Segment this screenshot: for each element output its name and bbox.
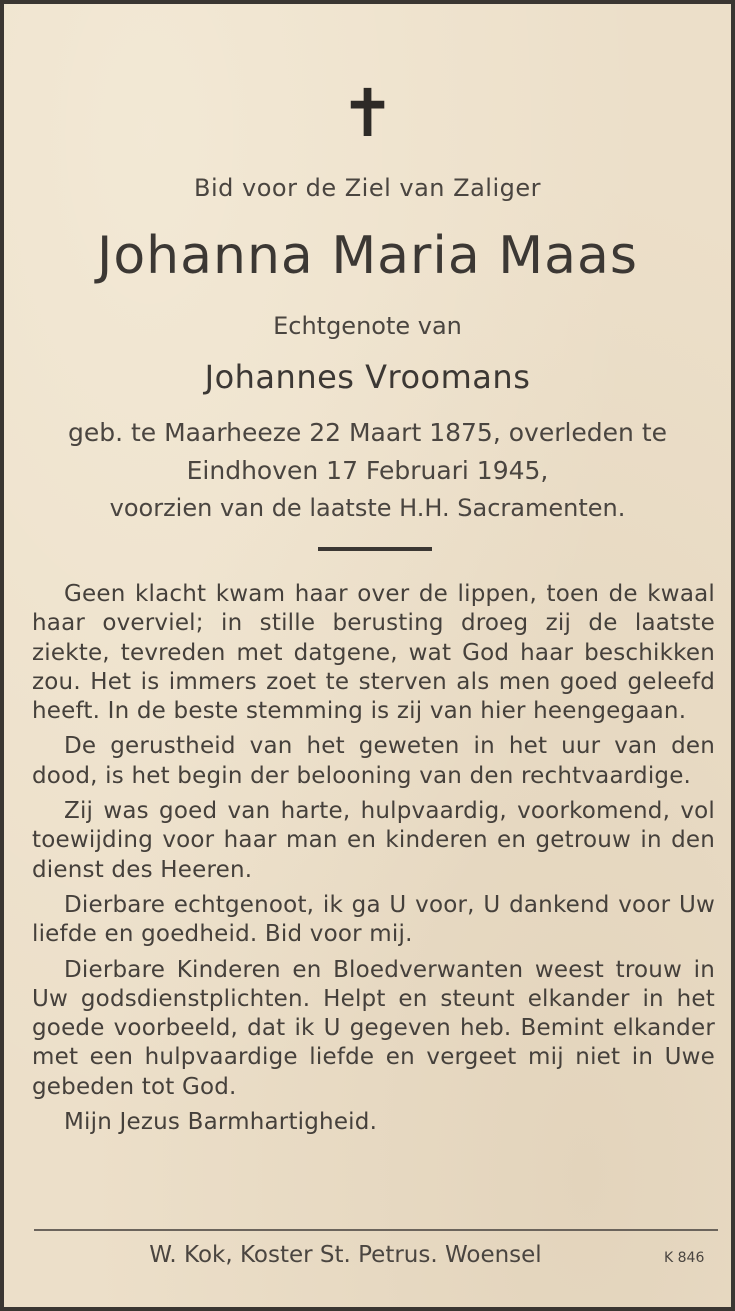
paragraph: Geen klacht kwam haar over de lippen, toen de kwaal haar overviel; in stille berusting droeg zij de laatste ziekte, tevreden met datgene, wat God haar beschikken zou. Het is immers zoet te sterven als men goed geleefd heeft. In de beste stemming is zij van hier heengegaan. xyxy=(32,581,715,725)
memorial-card xyxy=(4,4,731,1307)
print-code: K 846 xyxy=(664,1250,705,1266)
footer-rule xyxy=(34,1229,718,1231)
closing-prayer: Mijn Jezus Barmhartigheid. xyxy=(64,1109,378,1136)
paragraph: Dierbare echtgenoot, ik ga U voor, U dankend voor Uw liefde en goedheid. Bid voor mij. xyxy=(32,891,715,948)
sacraments-line: voorzien van de laatste H.H. Sacramenten. xyxy=(109,494,626,522)
deceased-name: Johanna Maria Maas xyxy=(97,226,638,286)
paragraph: De gerustheid van het geweten in het uur van den dood, is het begin der belooning van den rechtvaardige. xyxy=(32,733,715,789)
death-line: Eindhoven 17 Februari 1945, xyxy=(186,456,549,485)
cross-icon: ✝ xyxy=(339,75,396,152)
spouse-name: Johannes Vroomans xyxy=(204,358,531,396)
paragraph: Dierbare Kinderen en Bloedverwanten weest trouw in Uw godsdienstplichten. Helpt en steunt elkander in het goede voorbeeld, dat ik U gegeven heb. Bemint elkander met een hulpvaardige liefde en vergeet mij niet in Uwe gebeden tot God. xyxy=(32,956,715,1100)
prayer-line: Bid voor de Ziel van Zaliger xyxy=(194,174,541,202)
paragraph: Zij was goed van harte, hulpvaardig, voorkomend, vol toewijding voor haar man en kinderen en getrouw in den dienst des Heeren. xyxy=(32,798,715,883)
divider xyxy=(318,547,432,551)
birth-line: geb. te Maarheeze 22 Maart 1875, overleden te xyxy=(67,418,668,447)
memorial-text xyxy=(32,580,715,1137)
spouse-intro: Echtgenote van xyxy=(273,312,462,340)
printer-credit: W. Kok, Koster St. Petrus. Woensel xyxy=(149,1242,542,1268)
